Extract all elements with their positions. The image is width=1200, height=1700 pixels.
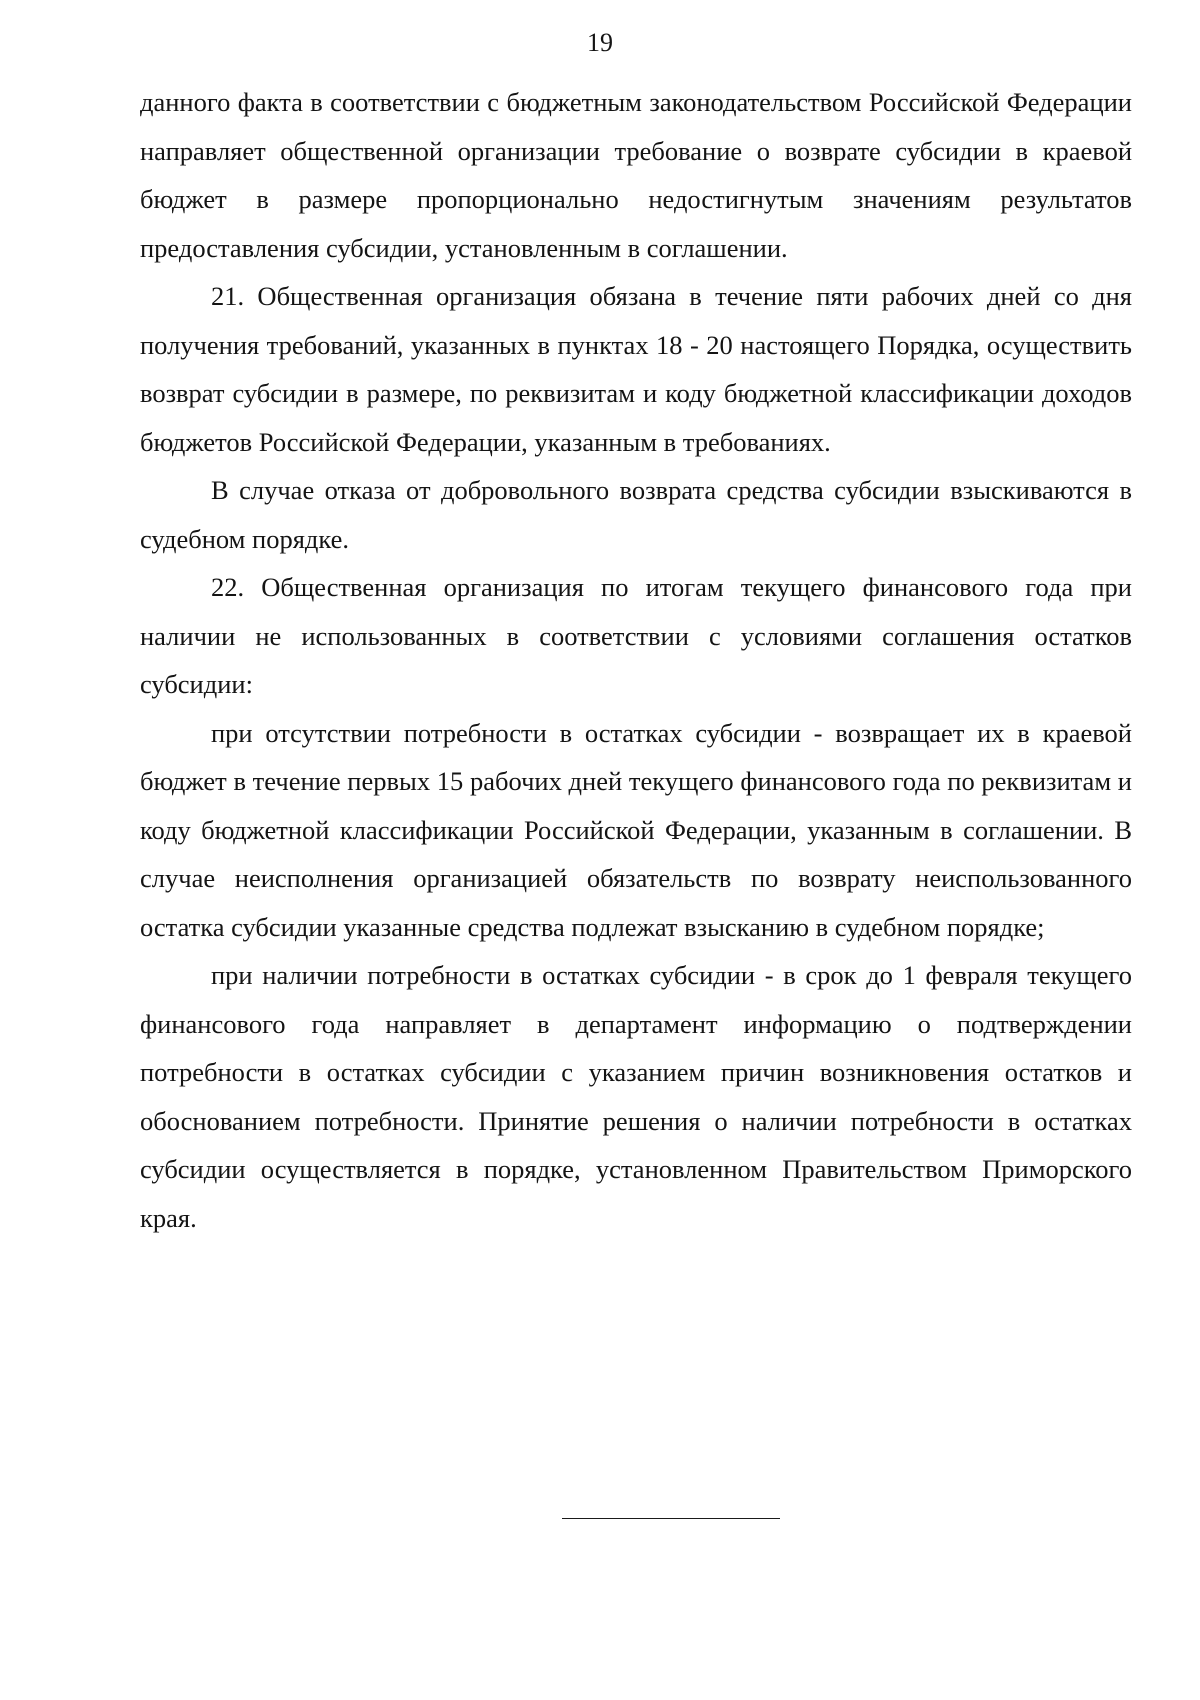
paragraph-item-22: 22. Общественная организация по итогам текущего финансового года при наличии не использованных в соответствии с условиями соглашения остатков субсидии:	[140, 572, 1132, 699]
end-separator-line	[562, 1518, 780, 1519]
paragraph-continuation: данного факта в соответствии с бюджетным законодательством Российской Федерации направляет общественной организации требование о возврате субсидии в краевой бюджет в размере пропорционально недостигнутым значениям результатов предоставления субсидии, установленным в соглашении.	[140, 87, 1132, 263]
page-number: 19	[587, 28, 613, 57]
paragraph-no-need: при отсутствии потребности в остатках субсидии - возвращает их в краевой бюджет в течение первых 15 рабочих дней текущего финансового года по реквизитам и коду бюджетной классификации Российской Федерации, указанным в соглашении. В случае неисполнения организацией обязательств по возврату неиспользованного остатка субсидии указанные средства подлежат взысканию в судебном порядке;	[140, 717, 1132, 942]
paragraph-refusal: В случае отказа от добровольного возврата средства субсидии взыскиваются в судебном порядке.	[140, 475, 1132, 554]
document-body	[140, 78, 1132, 1242]
paragraph-need: при наличии потребности в остатках субсидии - в срок до 1 февраля текущего финансового года направляет в департамент информацию о подтверждении потребности в остатках субсидии с указанием причин возникновения остатков и обоснованием потребности. Принятие решения о наличии потребности в остатках субсидии осуществляется в порядке, установленном Правительством Приморского края.	[140, 960, 1132, 1233]
paragraph-item-21: 21. Общественная организация обязана в течение пяти рабочих дней со дня получения требований, указанных в пунктах 18 - 20 настоящего Порядка, осуществить возврат субсидии в размере, по реквизитам и коду бюджетной классификации доходов бюджетов Российской Федерации, указанным в требованиях.	[140, 281, 1132, 457]
